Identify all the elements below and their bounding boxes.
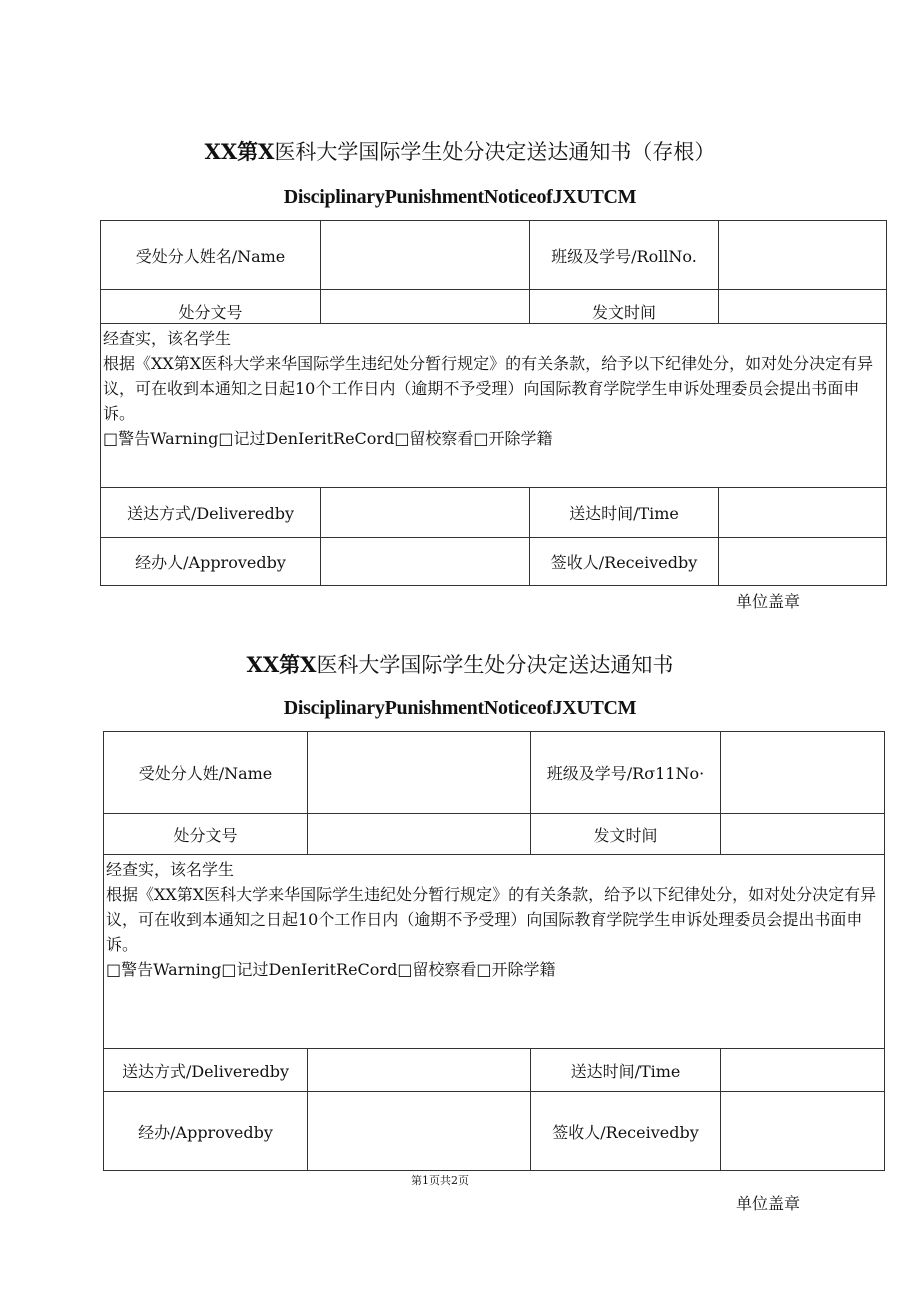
approved-by-label: 经办人/Approvedby	[101, 538, 321, 586]
notice-1-subtitle: DisciplinaryPunishmentNoticeofJXUTCM	[283, 186, 637, 208]
received-by-label: 签收人/Receivedby	[531, 1092, 721, 1171]
roll-no-label: 班级及学号/Rσ11No·	[531, 732, 721, 814]
delivery-time-label: 送达时间/Time	[531, 1049, 721, 1092]
issue-date-field[interactable]	[721, 814, 885, 855]
delivery-time-label: 送达时间/Time	[530, 488, 719, 538]
issue-date-label: 发文时间	[531, 814, 721, 855]
name-field[interactable]	[308, 732, 531, 814]
name-label: 受处分人姓/Name	[104, 732, 308, 814]
approved-by-field[interactable]	[321, 538, 530, 586]
delivered-by-label: 送达方式/Deliveredby	[104, 1049, 308, 1092]
approved-by-label: 经办/Approvedby	[104, 1092, 308, 1171]
doc-no-label: 处分文号	[101, 290, 321, 324]
roll-no-field[interactable]	[721, 732, 885, 814]
issue-date-label: 发文时间	[530, 290, 719, 324]
punishment-options[interactable]: □警告Warning□记过DenIeritReCord□留校察看□开除学籍	[103, 429, 553, 448]
received-by-field[interactable]	[721, 1092, 885, 1171]
delivered-by-field[interactable]	[308, 1049, 531, 1092]
notice-2-seal: 单位盖章	[736, 1194, 801, 1213]
notice-1-form	[100, 220, 887, 586]
issue-date-field[interactable]	[719, 290, 887, 324]
notice-1-title-rest: 医科大学国际学生处分决定送达通知书（存根）	[274, 140, 716, 164]
body-regulation-text: 根据《XX第X医科大学来华国际学生违纪处分暂行规定》的有关条款，给予以下纪律处分，如对处分决定有异议，可在收到本通知之日起10个工作日内（逾期不予受理）向国际教育学院学生申诉处理委员会提出书面申诉。	[106, 885, 877, 954]
roll-no-field[interactable]	[719, 221, 887, 290]
name-label: 受处分人姓名/Name	[101, 221, 321, 290]
delivery-time-field[interactable]	[719, 488, 887, 538]
notice-1-title-prefix: XX第X	[204, 139, 275, 164]
notice-2-title-rest: 医科大学国际学生处分决定送达通知书	[316, 653, 674, 677]
doc-no-label: 处分文号	[104, 814, 308, 855]
notice-1-title	[0, 136, 920, 166]
notice-2-title	[0, 649, 920, 679]
roll-no-label: 班级及学号/RollNo.	[530, 221, 719, 290]
notice-2-form	[103, 731, 885, 1171]
delivered-by-field[interactable]	[321, 488, 530, 538]
body-regulation-text: 根据《XX第X医科大学来华国际学生违纪处分暂行规定》的有关条款，给予以下纪律处分，如对处分决定有异议，可在收到本通知之日起10个工作日内（逾期不予受理）向国际教育学院学生申诉处理委员会提出书面申诉。	[103, 354, 874, 423]
body-verified-line: 经查实，该名学生	[106, 860, 235, 879]
notice-1-body[interactable]	[101, 324, 887, 488]
punishment-options[interactable]: □警告Warning□记过DenIeritReCord□留校察看□开除学籍	[106, 960, 556, 979]
notice-2-title-prefix: XX第X	[246, 652, 317, 677]
body-verified-line: 经查实，该名学生	[103, 329, 232, 348]
notice-1-seal: 单位盖章	[736, 592, 801, 611]
doc-no-field[interactable]	[321, 290, 530, 324]
notice-2-subtitle: DisciplinaryPunishmentNoticeofJXUTCM	[283, 697, 637, 719]
delivery-time-field[interactable]	[721, 1049, 885, 1092]
received-by-label: 签收人/Receivedby	[530, 538, 719, 586]
delivered-by-label: 送达方式/Deliveredby	[101, 488, 321, 538]
approved-by-field[interactable]	[308, 1092, 531, 1171]
name-field[interactable]	[321, 221, 530, 290]
doc-no-field[interactable]	[308, 814, 531, 855]
received-by-field[interactable]	[719, 538, 887, 586]
notice-2-body[interactable]	[104, 855, 885, 1049]
page-footer: 第1页共2页	[411, 1174, 469, 1187]
